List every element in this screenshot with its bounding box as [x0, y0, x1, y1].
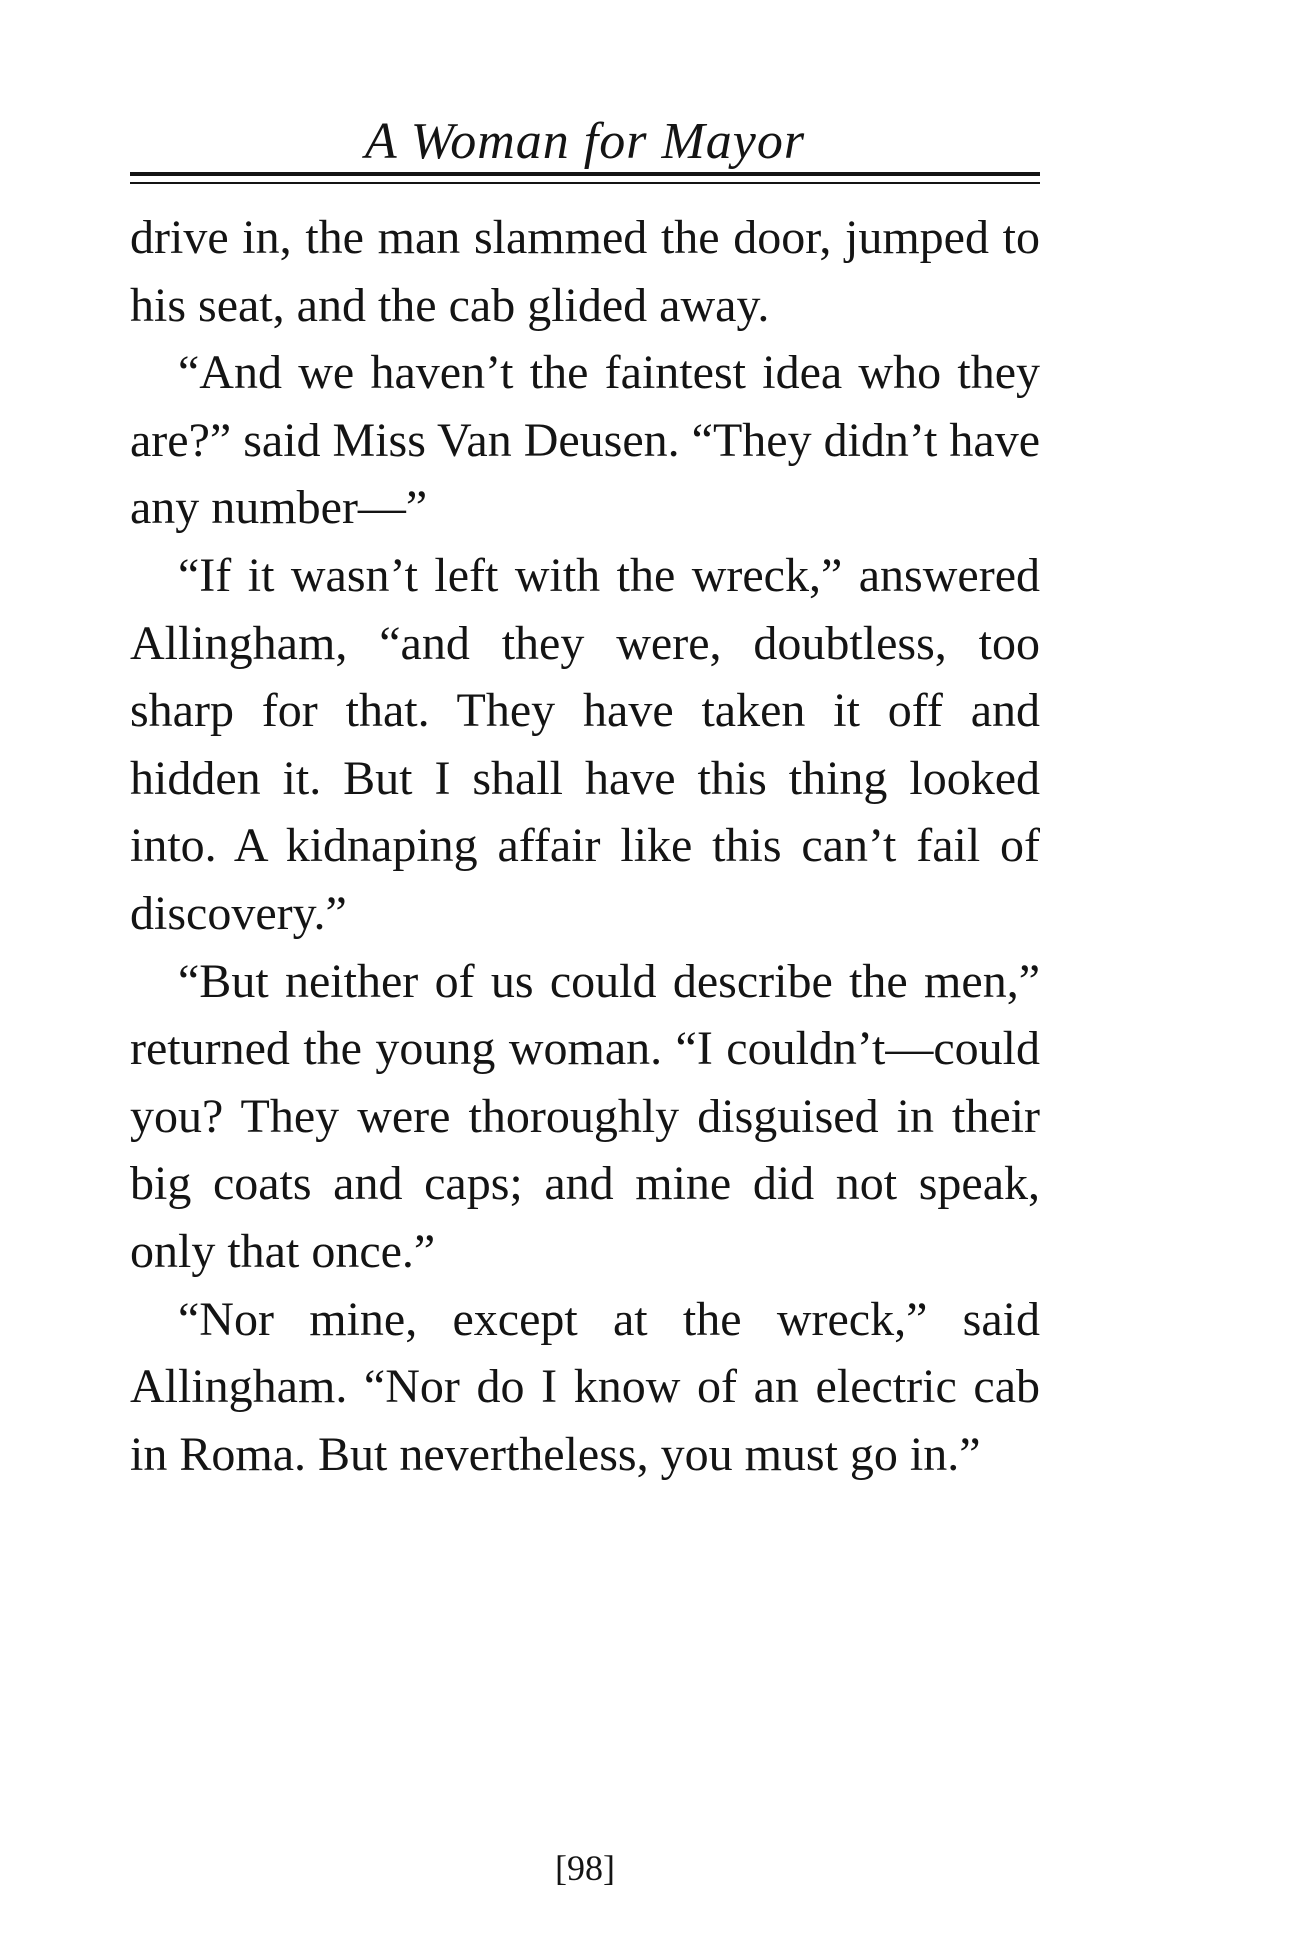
paragraph-5: “Nor mine, except at the wreck,” said Allingham. “Nor do I know of an electric cab in Roma. But nevertheless, you must go in.” [130, 1292, 1040, 1481]
header-rule-thick [130, 172, 1040, 176]
body-text [130, 204, 1040, 1488]
page-number: [98] [555, 1848, 615, 1888]
paragraph-2: “And we haven’t the faintest idea who they are?” said Miss Van Deusen. “They didn’t have any number—” [130, 346, 1040, 535]
running-head: A Woman for Mayor [364, 113, 806, 170]
paragraph-1: drive in, the man slammed the door, jumped to his seat, and the cab glided away. [130, 211, 1040, 332]
paragraph-3: “If it wasn’t left with the wreck,” answered Allingham, “and they were, doubtless, too sharp for that. They have taken it off and hidden it. But I shall have this thing looked into. A kidnaping affair like this can’t fail of discovery.” [130, 548, 1040, 940]
header-rule-thin [130, 182, 1040, 184]
paragraph-4: “But neither of us could describe the men,” returned the young woman. “I couldn’t—could you? They were thoroughly disguised in their big coats and caps; and mine did not speak, only that once.” [130, 954, 1040, 1278]
